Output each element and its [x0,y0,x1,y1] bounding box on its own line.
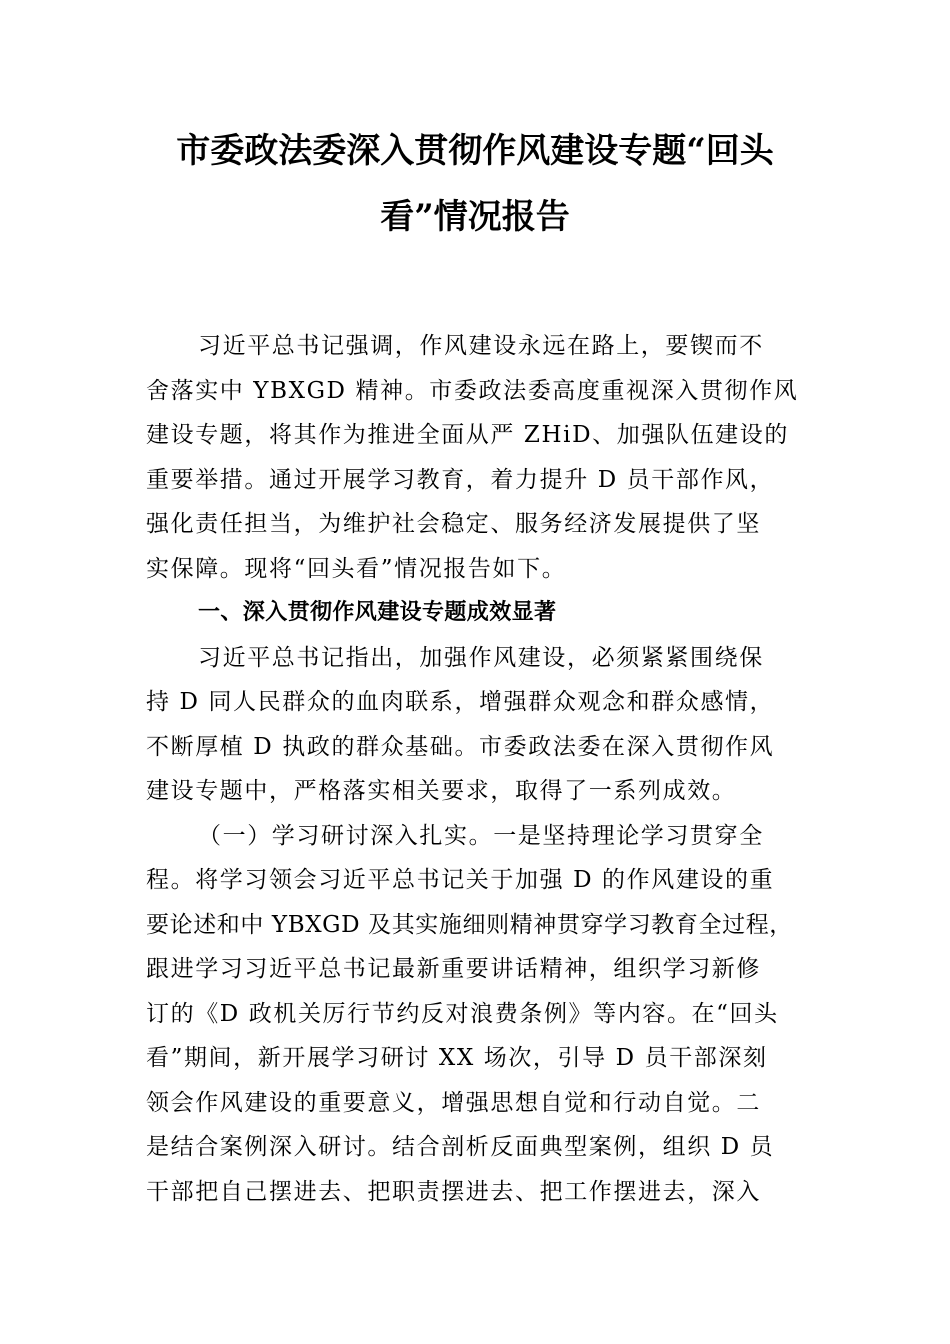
title-line-1: 市委政法委深入贯彻作风建设专题“回头 [176,131,774,171]
text-line: 持 D 同人民群众的血肉联系，增强群众观念和群众感情， [146,689,775,715]
text-line: 干部把自己摆进去、把职责摆进去、把工作摆进去，深入 [146,1178,761,1205]
text-line: （一）学习研讨深入扎实。一是坚持理论学习贯穿全 [198,822,764,849]
section-heading: 一、深入贯彻作风建设专题成效显著 [198,600,557,625]
text-line: 程。将学习领会习近平总书记关于加强 D 的作风建设的重 [146,867,775,893]
title-line-2: 看”情况报告 [380,197,570,237]
paragraph-intro [146,324,810,591]
document-body [146,324,810,1214]
paragraph-section-1 [146,636,810,814]
text-line: 重要举措。通过开展学习教育，着力提升 D 员干部作风， [146,466,775,493]
document-title [140,118,810,250]
text-line: 建设专题，将其作为推进全面从严 ZHiD、加强队伍建设的 [146,422,789,448]
text-line: 建设专题中，严格落实相关要求，取得了一系列成效。 [146,778,737,804]
paragraph-subsection-1 [146,814,810,1215]
text-line: 不断厚植 D 执政的群众基础。市委政法委在深入贯彻作风 [146,733,775,760]
text-line: 实保障。现将“回头看”情况报告如下。 [146,555,567,582]
text-line: 习近平总书记指出，加强作风建设，必须紧紧围绕保 [198,644,764,671]
text-line: 跟进学习习近平总书记最新重要讲话精神，组织学习新修 [146,956,761,982]
text-line: 是结合案例深入研讨。结合剖析反面典型案例，组织 D 员 [146,1134,775,1160]
text-line: 强化责任担当，为维护社会稳定、服务经济发展提供了坚 [146,511,761,537]
text-line: 要论述和中 YBXGD 及其实施细则精神贯穿学习教育全过程， [146,911,793,938]
text-line: 看”期间，新开展学习研讨 XX 场次，引导 D 员干部深刻 [146,1045,768,1071]
text-line: 订的《D 政机关厉行节约反对浪费条例》等内容。在“回头 [146,1000,779,1027]
text-line: 领会作风建设的重要意义，增强思想自觉和行动自觉。二 [146,1089,761,1116]
text-line: 习近平总书记强调，作风建设永远在路上，要锲而不 [198,333,764,359]
text-line: 舍落实中 YBXGD 精神。市委政法委高度重视深入贯彻作风 [146,377,799,404]
